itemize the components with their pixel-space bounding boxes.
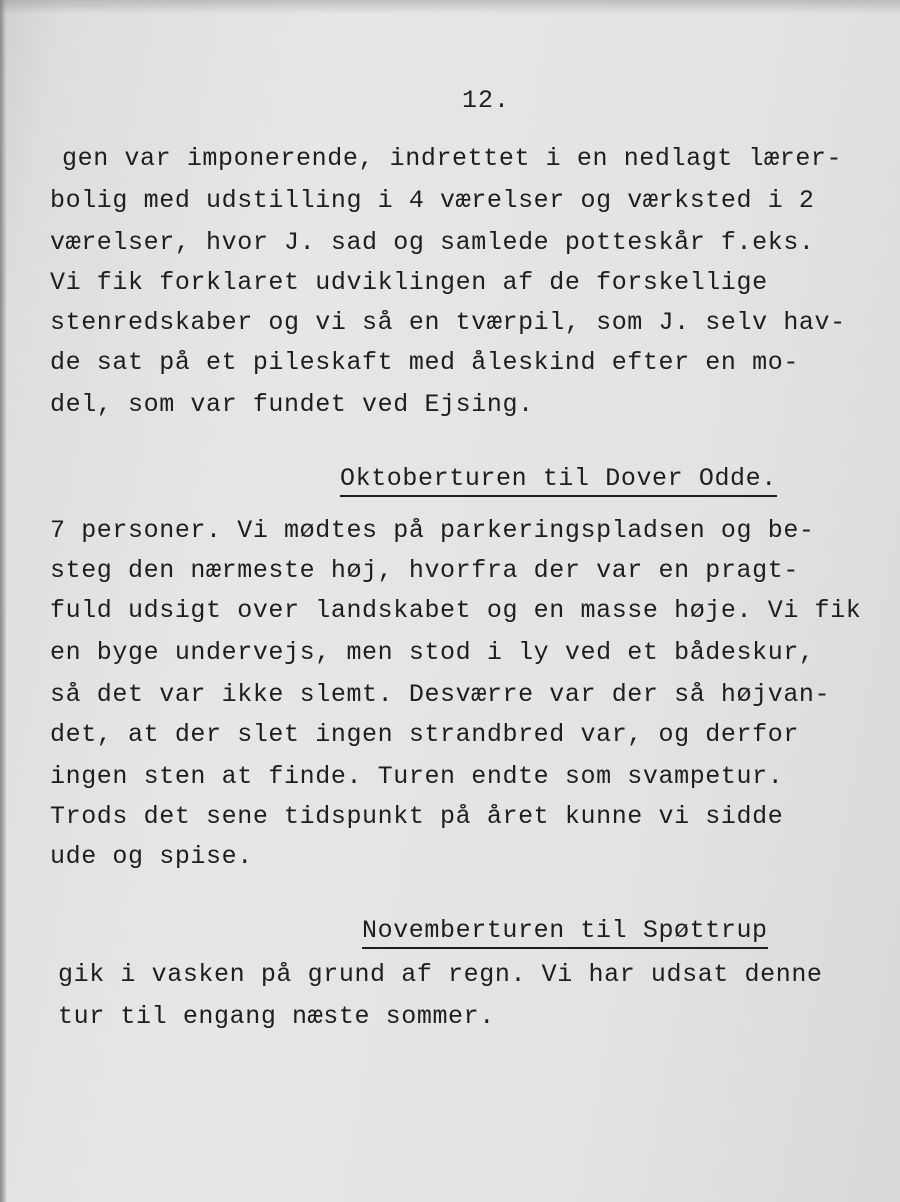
paragraph-line: stenredskaber og vi så en tværpil, som J. selv hav- bbox=[50, 308, 846, 337]
paragraph-line: del, som var fundet ved Ejsing. bbox=[50, 390, 534, 419]
paragraph-line: Trods det sene tidspunkt på året kunne vi sidde bbox=[50, 802, 784, 831]
paragraph-line: gik i vasken på grund af regn. Vi har udsat denne bbox=[58, 960, 823, 989]
page-top-shadow bbox=[0, 0, 900, 14]
paragraph-line: det, at der slet ingen strandbred var, og derfor bbox=[50, 720, 799, 749]
paragraph-line: ingen sten at finde. Turen endte som svampetur. bbox=[50, 762, 784, 791]
paragraph-line: Vi fik forklaret udviklingen af de forskellige bbox=[50, 268, 768, 297]
paragraph-line: 7 personer. Vi mødtes på parkeringspladsen og be- bbox=[50, 516, 815, 545]
paragraph-line: steg den nærmeste høj, hvorfra der var en pragt- bbox=[50, 556, 799, 585]
paragraph-line: så det var ikke slemt. Desværre var der så højvan- bbox=[50, 680, 831, 709]
section-heading-november: Novemberturen til Spøttrup bbox=[362, 916, 768, 949]
paragraph-line: tur til engang næste sommer. bbox=[58, 1002, 495, 1031]
paragraph-line: de sat på et pileskaft med åleskind efter en mo- bbox=[50, 348, 799, 377]
section-heading-october: Oktoberturen til Dover Odde. bbox=[340, 464, 777, 497]
paragraph-line: værelser, hvor J. sad og samlede potteskår f.eks. bbox=[50, 228, 815, 257]
paragraph-line: fuld udsigt over landskabet og en masse høje. Vi fik bbox=[50, 596, 862, 625]
paragraph-line: bolig med udstilling i 4 værelser og værksted i 2 bbox=[50, 186, 815, 215]
paragraph-line: en byge undervejs, men stod i ly ved et bådeskur, bbox=[50, 638, 815, 667]
page-number: 12. bbox=[462, 86, 511, 115]
paragraph-line: gen var imponerende, indrettet i en nedlagt lærer- bbox=[62, 144, 843, 173]
paragraph-line: ude og spise. bbox=[50, 842, 253, 871]
page-left-edge bbox=[0, 0, 6, 1202]
